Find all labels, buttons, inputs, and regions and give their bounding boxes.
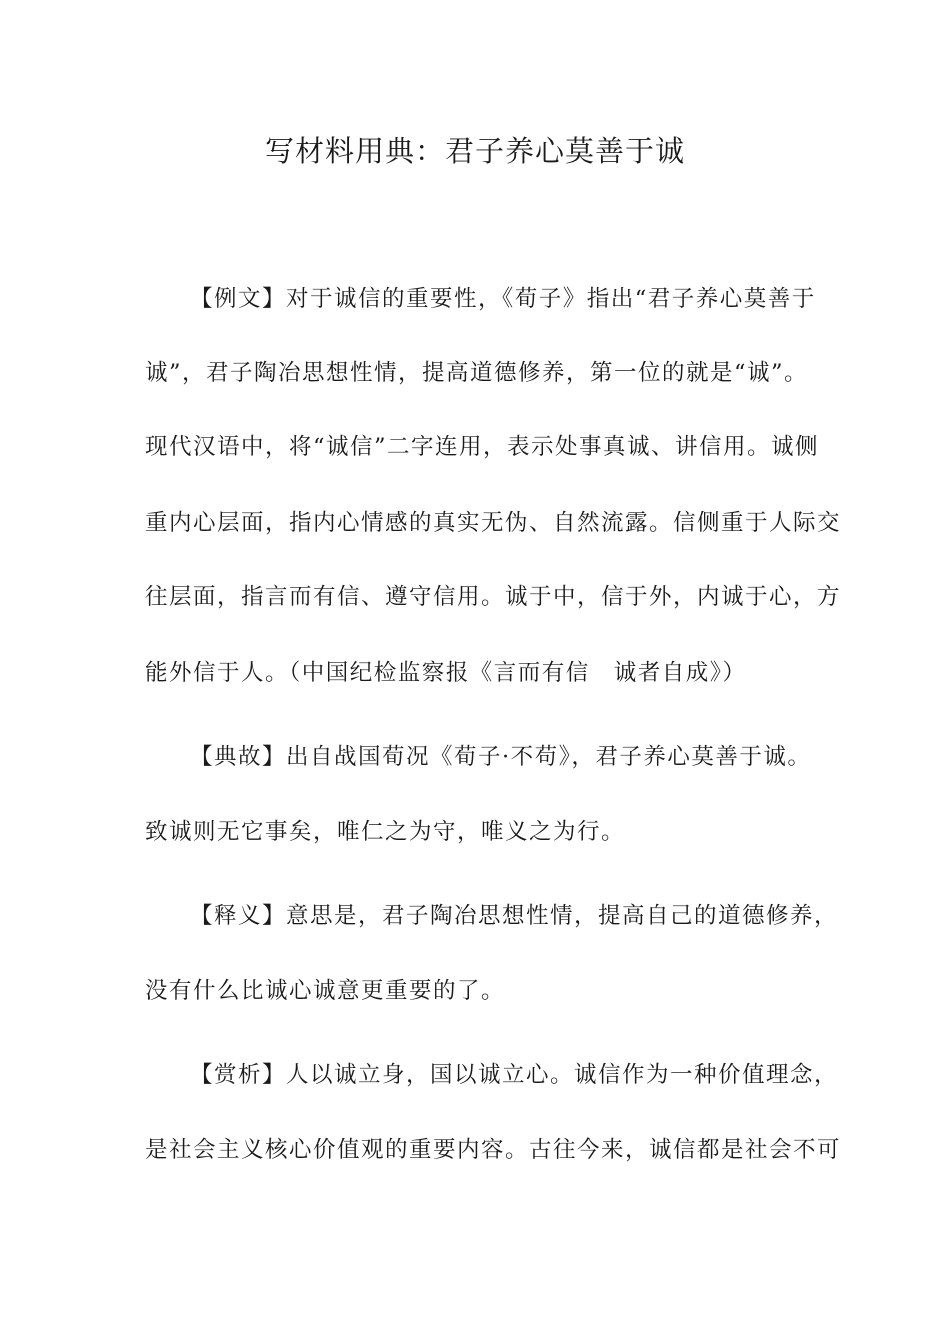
paragraph-allusion-line-2: 致诚则无它事矣，唯仁之为守，唯义之为行。 [145, 819, 626, 845]
paragraph-example-line-6: 能外信于人。（中国纪检监察报《言而有信 诚者自成》） [145, 660, 747, 686]
document-title: 写材料用典：君子养心莫善于诚 [264, 134, 685, 168]
paragraph-example-line-1: 【例文】对于诚信的重要性，《荀子》指出“君子养心莫善于 [190, 286, 816, 312]
paragraph-example-line-4: 重内心层面，指内心情感的真实无伪、自然流露。信侧重于人际交 [145, 510, 842, 536]
paragraph-appreciation-line-1: 【赏析】人以诚立身，国以诚立心。诚信作为一种价值理念， [190, 1062, 839, 1088]
paragraph-appreciation-line-2: 是社会主义核心价值观的重要内容。古往今来，诚信都是社会不可 [145, 1137, 842, 1163]
paragraph-meaning-line-1: 【释义】意思是，君子陶冶思想性情，提高自己的道德修养， [190, 903, 839, 929]
paragraph-example-line-3: 现代汉语中，将“诚信”二字连用，表示处事真诚、讲信用。诚侧 [145, 434, 820, 460]
paragraph-allusion-line-1: 【典故】出自战国荀况《荀子·不苟》，君子养心莫善于诚。 [190, 744, 812, 770]
paragraph-example-line-5: 往层面，指言而有信、遵守信用。诚于中，信于外，内诚于心，方 [145, 584, 842, 610]
paragraph-meaning-line-2: 没有什么比诚心诚意更重要的了。 [145, 978, 506, 1004]
paragraph-example-line-2: 诚”，君子陶冶思想性情，提高道德修养，第一位的就是“诚”。 [145, 360, 809, 386]
